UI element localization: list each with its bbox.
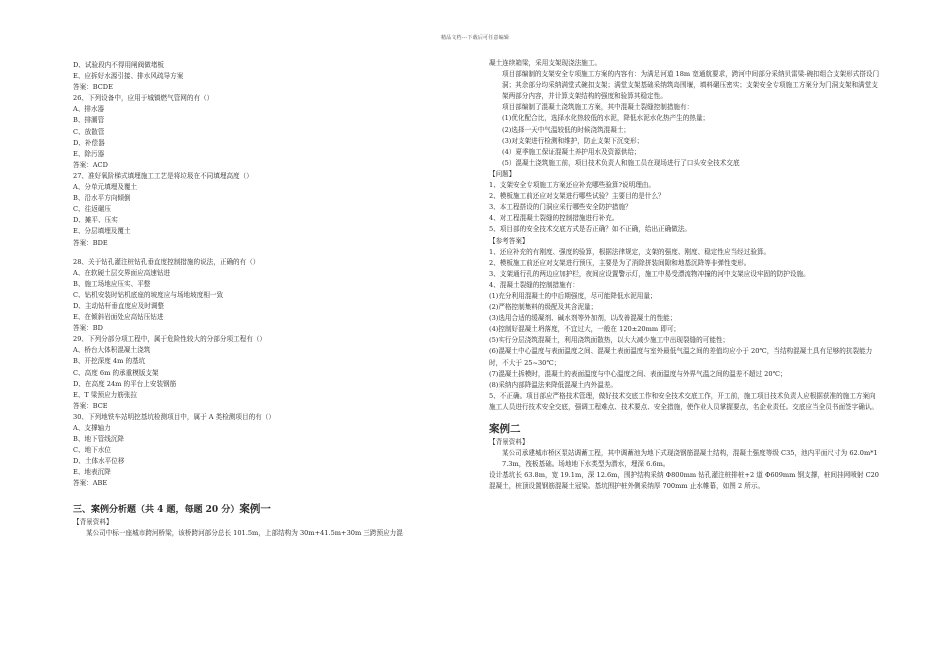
- question-line: 答案：BCE: [73, 401, 108, 410]
- left-column: [73, 60, 468, 539]
- question-line: C、钻机安装时钻机底座的坡度应与场地坡度相一致: [73, 290, 224, 299]
- question-line: B、排潮管: [73, 116, 105, 125]
- question-line: 答案：ABE: [73, 479, 108, 488]
- background-text: 某公司中标一座城市跨河桥梁，该桥跨河部分总长 101.5m，上部结构为 30m+41.5m+30m 三跨预应力混: [86, 528, 403, 537]
- background-2-text-2: 设计基坑长 63.8m，宽 19.1m，深 12.6m，围护结构采纳 Φ800mm 钻孔灌注桩排桩+2 道 Φ609mm 钢支撑，桩间挂网喷射 C20 混凝土，桩顶设置钢筋混凝土冠梁。基坑围护桩外侧采纳厚 700mm 止水帷幕，如图 2 所示。: [489, 471, 879, 491]
- question-line: D、土体水平位移: [73, 457, 125, 466]
- answer-1: 1、还应补充的有刚度、强度的验算，根据法律规定，支架的强度、刚度、稳定性应当经过验算。: [489, 247, 771, 256]
- list-item: (1)充分利用混凝土的中后期强度，尽可能降低水泥用量；: [489, 291, 657, 300]
- question-line: E、地表沉降: [73, 468, 111, 477]
- question-line: C、往返碾压: [73, 205, 112, 214]
- question-line: B、沿水平方向倾倒: [73, 194, 131, 203]
- answer-5: 5、不正确。项目部应严格技术管理，做好技术交底工作和安全技术交底工作，开工前，施工项目技术负责人应根据获准的施工方案向施工人员进行技术安全交底，强调工程难点、技术要点、安全措施，使作业人员掌握要点，名企业责任。交底应当全员书面签字确认。: [489, 391, 879, 411]
- question-line: 答案：ACD: [73, 160, 108, 169]
- question-line: C、高度 6m 的承重模版支架: [73, 368, 159, 377]
- question-line: D、在高度 24m 的平台上安装钢筋: [73, 379, 177, 388]
- question-line: C、放散管: [73, 127, 105, 136]
- question-line: D、试验段内不得用闸阀做堵板: [73, 61, 165, 69]
- background-2-label: 【背景资料】: [489, 438, 529, 446]
- question-line: 答案：BCDE: [73, 83, 113, 92]
- answer-2: 2、模板施工前还应对支架进行预压，主要是为了消除拼装间隙和地基沉降等非弹性变形。: [489, 258, 751, 267]
- answer-4-list: [489, 291, 881, 391]
- list-item: (3)对支架进行检测和维护，防止支架下沉变形；: [502, 136, 644, 145]
- question-line: A、在软硬土层交界面应高速钻进: [73, 268, 171, 277]
- question-line: 答案：BDE: [73, 238, 108, 247]
- section-heading: [73, 502, 468, 517]
- question-block-28-30: [73, 257, 468, 490]
- question-line: E、分层填埋及覆土: [73, 227, 131, 236]
- list-item: (8)采纳内部降温法来降低混凝土内外温差。: [489, 380, 618, 389]
- question-line: 26、下列设备中，应用于城镇燃气管网的有（）: [73, 94, 214, 103]
- case-two-title: 案例二: [489, 423, 521, 435]
- paragraph-continuation: 凝土连续箱梁，采用支架现浇法施工。: [489, 59, 602, 67]
- background-label: 【背景资料】: [73, 517, 113, 526]
- question-line: E、T 梁预应力筋张拉: [73, 390, 138, 399]
- list-item: (4）夏季施工保证混凝土养护用水及资源供给；: [502, 147, 641, 156]
- list-item: (2)严格控制集料的级配及其含泥量；: [489, 303, 598, 312]
- question-item: 5、项目部的安全技术交底方式是否正确？如不正确，给出正确做法。: [489, 225, 692, 234]
- list-item: (5)实行分层浇筑混凝土，利用浇筑面散热，以大大减少施工中出现裂缝的可能性；: [489, 336, 730, 345]
- concrete-plan-paragraph: 项目部编制了混凝土浇筑施工方案，其中混凝土裂缝控制措施有：: [502, 103, 694, 112]
- right-column: [489, 58, 881, 492]
- question-line: 27、准好氧阶梯式填埋施工工艺是将垃圾在不同填埋高度（）: [73, 171, 253, 180]
- question-item: 2、模板施工前还应对支架进行哪些试验？主要目的是什么？: [489, 192, 665, 201]
- question-line: E、除污器: [73, 149, 105, 158]
- question-line: 29、下列分部分项工程中，属于危险性较大的分部分项工程有（）: [73, 335, 267, 344]
- questions-label: 【问题】: [489, 169, 516, 178]
- list-item: (1)优化配合比，选择水化热较低的水泥，降低水泥水化热产生的热量；: [502, 114, 710, 123]
- answers-label: 【参考答案】: [489, 236, 529, 245]
- question-line: A、桥台大体积混凝土浇筑: [73, 346, 151, 355]
- answer-3: 3、支架通行孔的两边应加护栏，夜间应设置警示灯，施工中易受漂流物冲撞的河中支架应设牢固的防护设施。: [489, 269, 810, 278]
- list-item: (2)选择一天中气温较低的时候浇筑混凝土；: [502, 125, 631, 134]
- question-line: A、支撑轴力: [73, 424, 111, 432]
- list-item: (4)控制好混凝土坍落度，不宜过大，一般在 120±20mm 即可；: [489, 325, 681, 334]
- question-line: C、地下水位: [73, 446, 112, 455]
- question-line: D、补偿器: [73, 138, 105, 147]
- list-item: (6)混凝土中心温度与表面温度之间、混凝土表面温度与室外最低气温之间的差值均应小于 20℃，当结构混凝土具有足够的抗裂能力时，不大于 25~30℃；: [489, 347, 873, 367]
- question-line: E、应拆好水源引接、排水风疏导方案: [73, 72, 184, 81]
- question-item: 4、对工程混凝土裂缝的控制措施进行补充。: [489, 214, 619, 223]
- question-item: 3、本工程搭设的门洞应采行哪些安全防护措施？: [489, 203, 632, 212]
- answer-4: 4、混凝土裂缝的控制措施有：: [489, 280, 579, 289]
- background-2-text-1: 某公司承建城市桥区泵站调蓄工程，其中调蓄池为地下式现浇钢筋混凝土结构，混凝土强度等级 C35，池内平面尺寸为 62.0m*17.3m，筏板基础。场地地下水类型为潜水，埋深 6.6m。: [502, 449, 878, 469]
- section-title: 三、案例分析题（共 4 题，每题 20 分）: [73, 504, 240, 515]
- question-line: 28、关于钻孔灌注桩钻孔垂直度控制措施的说法，正确的有（）: [73, 257, 260, 266]
- question-line: 答案：BD: [73, 324, 103, 333]
- question-block-25-27: [73, 60, 468, 249]
- support-plan-paragraph: 项目部编制的支架安全专项施工方案的内容有：为满足河道 18m 宽通航要求，跨河中间部分采纳贝雷梁-碗扣组合支架形式搭设门洞；其余部分均采纳满堂式碗扣支架；满堂支架基础采纳筑岛围堰，填料碾压密实；支架安全专项施工方案分为门洞支架和满堂支架两部分内容，并计算支架结构的强度和验算其稳定性。: [502, 70, 880, 101]
- crack-control-list: [489, 113, 881, 168]
- list-item: (5）混凝土浇筑施工前，项目技术负责人和施工员在现场进行了口头安全技术交底: [502, 158, 740, 167]
- question-line: 30、下列地铁车站明挖基坑检测项目中，属于 A 类检测项目的有（）: [73, 412, 275, 421]
- question-line: E、在倾斜岩面处应高钻压钻进: [73, 313, 164, 322]
- question-line: A、分单元填埋及覆土: [73, 183, 138, 192]
- list-item: (7)混凝土拆模时，混凝土的表面温度与中心温度之间、表面温度与外界气温之间的温差不超过 20℃；: [489, 369, 787, 378]
- questions-list: [489, 180, 881, 235]
- case-one-title: 案例一: [239, 502, 271, 515]
- question-line: B、开挖深度 4m 的基坑: [73, 357, 146, 366]
- question-line: D、摊平、压实: [73, 216, 118, 225]
- question-line: D、主动钻杆垂直度应及时调整: [73, 301, 165, 310]
- question-line: B、施工场地应压实、平整: [73, 279, 151, 288]
- question-line: B、地下管线沉降: [73, 435, 125, 444]
- question-line: A、排水器: [73, 105, 105, 114]
- list-item: (3)选用合适的缓凝剂、碱水剂等外加剂，以改善混凝土的性能；: [489, 314, 677, 323]
- question-item: 1、支架安全专项施工方案还应补充哪些验算?说明理由。: [489, 181, 655, 190]
- page-header: 精品文档---下载后可任意编辑: [440, 35, 510, 41]
